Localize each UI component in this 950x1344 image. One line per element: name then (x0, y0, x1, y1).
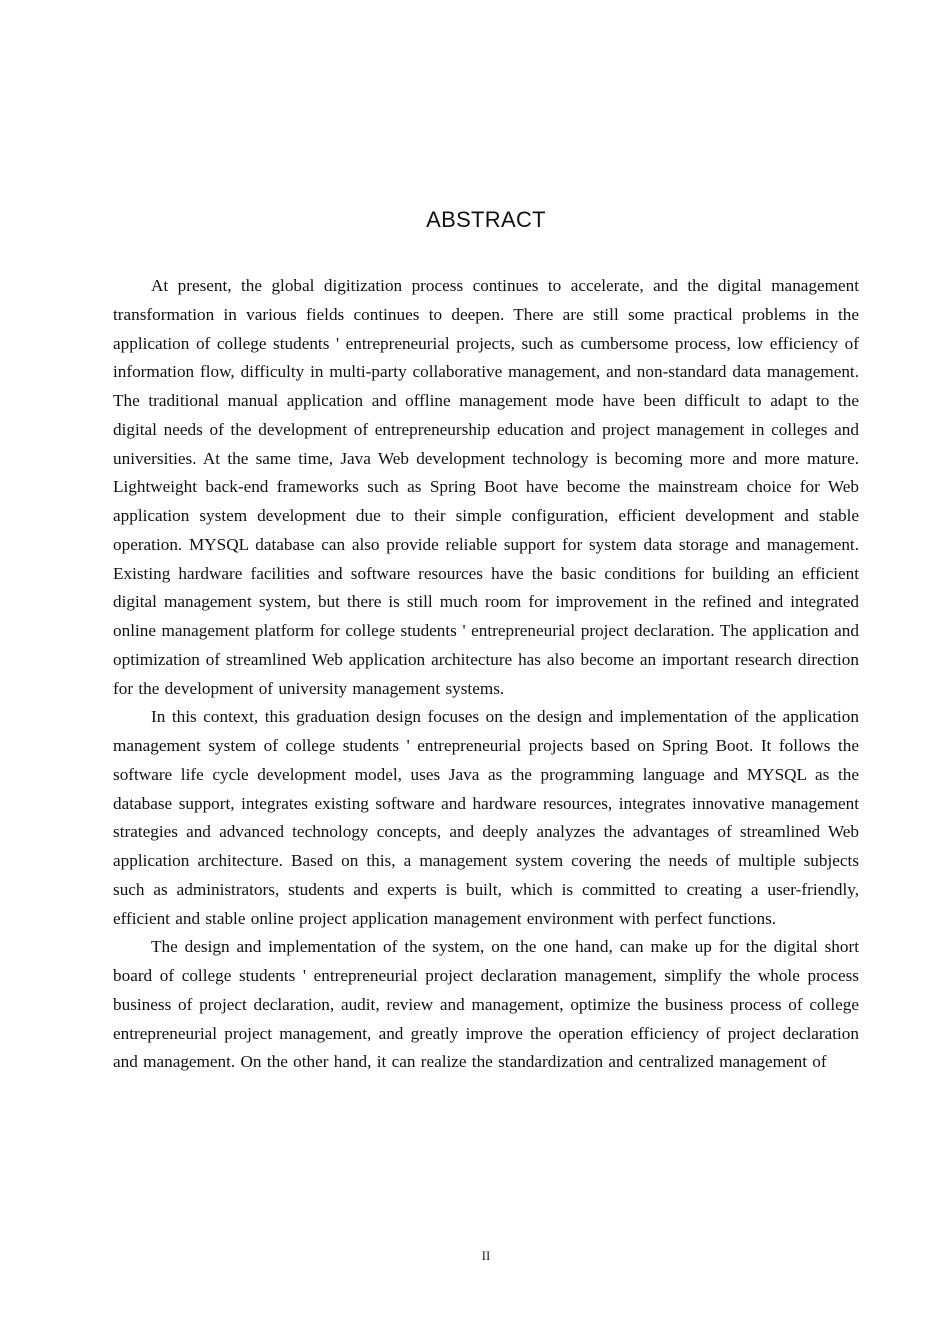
abstract-paragraph-2: In this context, this graduation design focuses on the design and implementation of the application management system of college students ' entrepreneurial projects based on Spring Boot. It follows the software life cycle development model, uses Java as the programming language and MYSQL as the database support, integrates existing software and hardware resources, integrates innovative management strategies and advanced technology concepts, and deeply analyzes the advantages of streamlined Web application architecture. Based on this, a management system covering the needs of multiple subjects such as administrators, students and experts is built, which is committed to creating a user-friendly, efficient and stable online project application management environment with perfect functions. (113, 707, 859, 928)
abstract-title: ABSTRACT (426, 207, 546, 232)
abstract-body (113, 272, 859, 1077)
abstract-paragraph-1: At present, the global digitization process continues to accelerate, and the digital management transformation in various fields continues to deepen. There are still some practical problems in the application of college students ' entrepreneurial projects, such as cumbersome process, low efficiency of information flow, difficulty in multi-party collaborative management, and non-standard data management. The traditional manual application and offline management mode have been difficult to adapt to the digital needs of the development of entrepreneurship education and project management in colleges and universities. At the same time, Java Web development technology is becoming more and more mature. Lightweight back-end frameworks such as Spring Boot have become the mainstream choice for Web application system development due to their simple configuration, efficient development and stable operation. MYSQL database can also provide reliable support for system data storage and management. Existing hardware facilities and software resources have the basic conditions for building an efficient digital management system, but there is still much room for improvement in the refined and integrated online management platform for college students ' entrepreneurial project declaration. The application and optimization of streamlined Web application architecture has also become an important research direction for the development of university management systems. (113, 276, 859, 698)
abstract-paragraph-3: The design and implementation of the system, on the one hand, can make up for the digital short board of college students ' entrepreneurial project declaration management, simplify the whole process business of project declaration, audit, review and management, optimize the business process of college entrepreneurial project management, and greatly improve the operation efficiency of project declaration and management. On the other hand, it can realize the standardization and centralized management of (113, 937, 859, 1072)
page-number: II (481, 1248, 491, 1263)
